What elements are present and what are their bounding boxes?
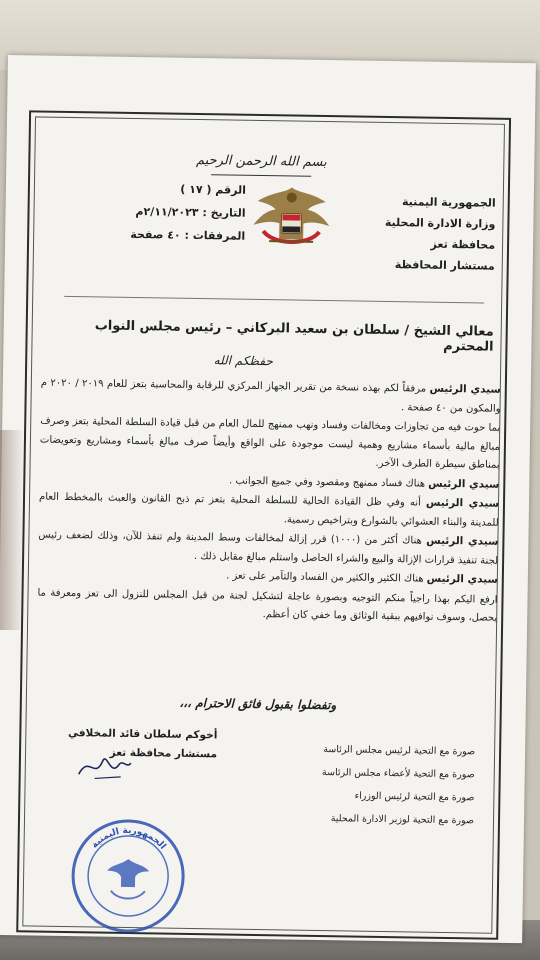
paragraph bbox=[40, 412, 501, 476]
paragraph bbox=[37, 583, 498, 628]
finger-shadow bbox=[0, 430, 24, 630]
paragraph-lead: سيدي الرئيس bbox=[426, 572, 498, 586]
cc-item: صورة مع التحية لرئيس مجلس الرئاسة bbox=[323, 744, 476, 758]
reference-number: الرقم ( ١٧ ) bbox=[180, 182, 247, 197]
paragraph-lead: سيدي الرئيس bbox=[426, 534, 499, 548]
handwritten-signature bbox=[75, 746, 136, 787]
yemen-eagle-emblem-icon bbox=[243, 179, 340, 258]
paragraph-text: هناك فساد ممنهج ومقصود وفي جميع الجوانب . bbox=[228, 475, 429, 490]
greeting: حفظكم الله bbox=[213, 353, 273, 369]
cc-item: صورة مع التحية لرئيس الوزراء bbox=[354, 790, 475, 804]
letter-body bbox=[37, 374, 501, 629]
paragraph-text: أنه وفي ظل القيادة الحالية للسلطة المحلية بتعز تم ذبح القانون والعبث بالمخطط العام للمدينة والبناء العشوائي بالشوارع وبتراخيص رسمية. bbox=[38, 491, 499, 529]
letterhead-line: مستشار المحافظة bbox=[394, 258, 495, 273]
official-stamp bbox=[68, 816, 188, 936]
cc-item: صورة مع التحية لوزير الادارة المحلية bbox=[330, 813, 475, 827]
carbon-copy-list bbox=[294, 738, 475, 833]
letter-metadata bbox=[95, 176, 246, 247]
signatory-title: مستشار محافظة تعز bbox=[109, 746, 218, 761]
paragraph-lead: سيدي الرئيس bbox=[429, 382, 501, 396]
letter-date: التاريخ : ٢/١١/٢٠٢٣م bbox=[135, 205, 246, 220]
cc-item: صورة مع التحية لأعضاء مجلس الرئاسة bbox=[321, 767, 475, 781]
letterhead-line: محافظة تعز bbox=[430, 237, 496, 252]
stamp-text: الجمهورية اليمنية bbox=[89, 825, 168, 852]
paragraph-text: بما حوت فيه من تجاوزات ومخالفات وفساد ونهب ممنهج للمال العام من قبل قيادة السلطة المحلية بتعز وصرف مبالغ مالية بأسماء مشاريع وهمية ليست موجودة على الواقع وأيضاً صرف مبالغ بأسماء ومشاريع وتعويضات بمناطق سيطرة الطرف الآخر. bbox=[39, 415, 501, 471]
basmala: بسم الله الرحمن الرحيم bbox=[195, 152, 327, 171]
paragraph-text: مرفقاً لكم بهذه نسخة من تقرير الجهاز المركزي للرقابة والمحاسبة بتعز للعام ٢٠١٩ / ٢٠٢٠ م والمكون من ٤٠ صفحة . bbox=[40, 377, 501, 415]
signatory-name: أخوكم سلطان قائد المخلافي bbox=[68, 727, 218, 742]
attachments-count: المرفقات : ٤٠ صفحة bbox=[130, 227, 246, 243]
paragraph-lead: سيدي الرئيس bbox=[425, 496, 500, 510]
letterhead-authority bbox=[375, 191, 496, 277]
addressee: معالي الشيخ / سلطان بن سعيد البركاني – رئيس مجلس النواب المحترم bbox=[94, 318, 494, 355]
closing-phrase: وتفضلوا بقبول فائق الاحترام ،،، bbox=[179, 695, 337, 713]
paragraph-text: هناك الكثير والكثير من الفساد والتآمر على تعز . bbox=[226, 570, 427, 585]
letterhead-line: وزارة الادارة المحلية bbox=[384, 215, 496, 231]
letterhead-line: الجمهورية اليمنية bbox=[401, 195, 496, 210]
paragraph-text: ارفع اليكم بهذا راجياً منكم التوجيه وبصورة عاجلة لتشكيل لجنة من قبل المجلس للنزول الى تعز ومعرفة ما يحصل، وسوف نوافيهم ببقية الوثائق وما خفي كان أعظم. bbox=[37, 587, 498, 624]
letter-paper bbox=[0, 55, 536, 943]
paragraph-text: هناك أكثر من (١٠٠٠) قرر إزالة لمخالفات وسط المدينة ولم تنفذ للآن، وذلك لضعف رئيس لجنة تنفيذ قرارات الإزالة والبيع والشراء الحاصل واستلم مبالغ مقابل ذلك . bbox=[38, 529, 499, 567]
paragraph-lead: سيدي الرئيس bbox=[428, 477, 500, 491]
